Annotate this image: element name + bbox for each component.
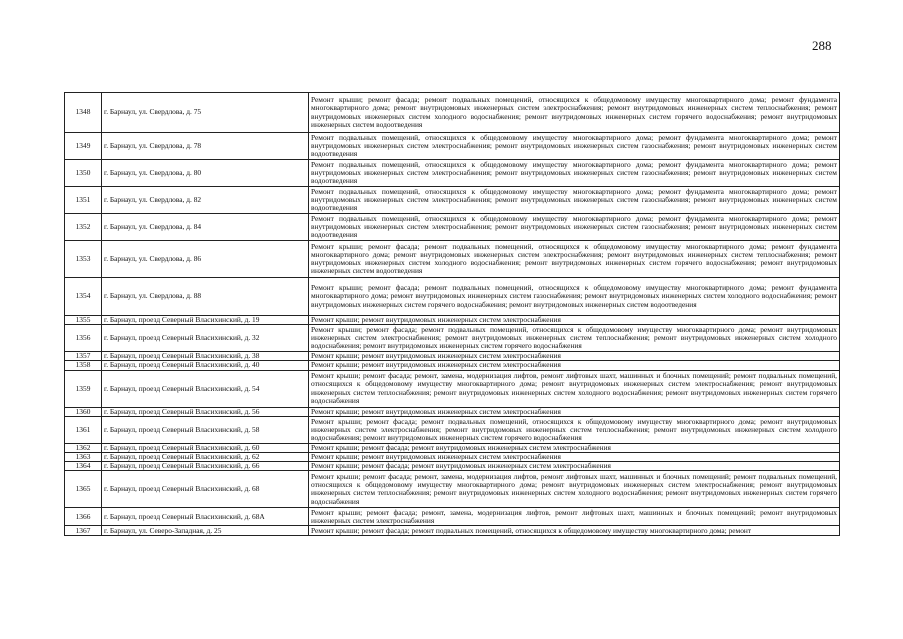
table-row [65,370,840,407]
address-cell: г. Барнаул, проезд Северный Власихинский, д. 40 [102,361,309,370]
table-row [65,361,840,370]
row-number-cell: 1362 [65,443,102,452]
table-row [65,526,840,536]
row-number-cell: 1351 [65,187,102,214]
row-number-cell: 1348 [65,93,102,133]
row-number-cell: 1349 [65,133,102,160]
table-row [65,93,840,133]
address-cell: г. Барнаул, проезд Северный Власихинский, д. 54 [102,370,309,407]
works-cell: Ремонт крыши; ремонт фасада; ремонт, замена, модернизация лифтов, ремонт лифтовых шахт, машинных и блочных помещений; ремонт подвальных помещений, относящихся к общедомовому имуществу многоквартирного дома; ремонт внутридомовых инженерных систем электроснабжения; ремонт внутридомовых инженерных систем теплоснабжения; ремонт внутридомовых инженерных систем холодного водоснабжения; ремонт внутридомовых инженерных систем горячего водоснабжения [309,471,840,508]
table-row [65,443,840,452]
address-cell: г. Барнаул, ул. Свердлова, д. 80 [102,160,309,187]
works-cell: Ремонт крыши; ремонт внутридомовых инженерных систем электроснабжения [309,453,840,462]
row-number-cell: 1353 [65,241,102,278]
works-cell: Ремонт крыши; ремонт фасада; ремонт, замена, модернизация лифтов, ремонт лифтовых шахт, машинных и блочных помещений; ремонт подвальных помещений, относящихся к общедомовому имуществу многоквартирного дома; ремонт внутридомовых инженерных систем электроснабжения; ремонт внутридомовых инженерных систем теплоснабжения; ремонт внутридомовых инженерных систем холодного водоснабжения; ремонт внутридомовых инженерных систем горячего водоснабжения [309,370,840,407]
table-row [65,133,840,160]
address-cell: г. Барнаул, ул. Северо-Западная, д. 25 [102,526,309,536]
row-number-cell: 1361 [65,416,102,443]
table-row [65,453,840,462]
address-cell: г. Барнаул, проезд Северный Власихинский, д. 62 [102,453,309,462]
row-number-cell: 1356 [65,325,102,352]
works-cell: Ремонт крыши; ремонт фасада; ремонт подвальных помещений, относящихся к общедомовому имуществу многоквартирного дома; ремонт фундамента многоквартирного дома; ремонт внутридомовых инженерных систем газоснабжения; ремонт внутридомовых инженерных систем холодного водоснабжения; ремонт внутридомовых инженерных систем горячего водоснабжения; ремонт внутридомовых инженерных систем водоотведения [309,278,840,316]
row-number-cell: 1366 [65,508,102,526]
table-row [65,352,840,361]
address-cell: г. Барнаул, ул. Свердлова, д. 84 [102,214,309,241]
row-number-cell: 1352 [65,214,102,241]
table-row [65,325,840,352]
address-cell: г. Барнаул, проезд Северный Власихинский, д. 38 [102,352,309,361]
address-cell: г. Барнаул, ул. Свердлова, д. 78 [102,133,309,160]
table-row [65,416,840,443]
address-cell: г. Барнаул, проезд Северный Власихинский, д. 66 [102,462,309,471]
table-row [65,471,840,508]
address-cell: г. Барнаул, проезд Северный Власихинский, д. 68 [102,471,309,508]
row-number-cell: 1365 [65,471,102,508]
works-cell: Ремонт крыши; ремонт фасада; ремонт подвальных помещений, относящихся к общедомовому имуществу многоквартирного дома; ремонт внутридомовых инженерных систем электроснабжения; ремонт внутридомовых инженерных систем теплоснабжения; ремонт внутридомовых инженерных систем холодного водоснабжения; ремонт внутридомовых инженерных систем горячего водоснабжения [309,416,840,443]
table-row [65,241,840,278]
row-number-cell: 1357 [65,352,102,361]
row-number-cell: 1354 [65,278,102,316]
works-cell: Ремонт крыши; ремонт фасада; ремонт, замена, модернизация лифтов, ремонт лифтовых шахт, машинных и блочных помещений; ремонт внутридомовых инженерных систем электроснабжения [309,508,840,526]
works-cell: Ремонт подвальных помещений, относящихся к общедомовому имуществу многоквартирного дома; ремонт фундамента многоквартирного дома; ремонт внутридомовых инженерных систем электроснабжения; ремонт внутридомовых инженерных систем газоснабжения; ремонт внутридомовых инженерных систем водоотведения [309,214,840,241]
works-cell: Ремонт крыши; ремонт внутридомовых инженерных систем электроснабжения [309,407,840,416]
works-cell: Ремонт крыши; ремонт внутридомовых инженерных систем электроснабжения [309,316,840,325]
address-cell: г. Барнаул, проезд Северный Власихинский, д. 58 [102,416,309,443]
table-row [65,508,840,526]
table-row [65,316,840,325]
works-cell: Ремонт крыши; ремонт внутридомовых инженерных систем электроснабжения [309,361,840,370]
row-number-cell: 1367 [65,526,102,536]
address-cell: г. Барнаул, проезд Северный Власихинский, д. 60 [102,443,309,452]
table-row [65,462,840,471]
table-row [65,278,840,316]
row-number-cell: 1359 [65,370,102,407]
address-cell: г. Барнаул, ул. Свердлова, д. 82 [102,187,309,214]
address-cell: г. Барнаул, проезд Северный Власихинский, д. 56 [102,407,309,416]
works-cell: Ремонт крыши; ремонт фасада; ремонт подвальных помещений, относящихся к общедомовому имуществу многоквартирного дома; ремонт фундамента многоквартирного дома; ремонт внутридомовых инженерных систем электроснабжения; ремонт внутридомовых инженерных систем теплоснабжения; ремонт внутридомовых инженерных систем холодного водоснабжения; ремонт внутридомовых инженерных систем горячего водоснабжения; ремонт внутридомовых инженерных систем водоотведения [309,93,840,133]
works-cell: Ремонт крыши; ремонт фасада; ремонт подвальных помещений, относящихся к общедомовому имуществу многоквартирного дома; ремонт [309,526,840,536]
table-row [65,160,840,187]
address-cell: г. Барнаул, проезд Северный Власихинский, д. 68А [102,508,309,526]
works-cell: Ремонт крыши; ремонт фасада; ремонт подвальных помещений, относящихся к общедомовому имуществу многоквартирного дома; ремонт фундамента многоквартирного дома; ремонт внутридомовых инженерных систем электроснабжения; ремонт внутридомовых инженерных систем теплоснабжения; ремонт внутридомовых инженерных систем холодного водоснабжения; ремонт внутридомовых инженерных систем горячего водоснабжения; ремонт внутридомовых инженерных систем водоотведения [309,241,840,278]
table-row [65,214,840,241]
table-row [65,407,840,416]
row-number-cell: 1355 [65,316,102,325]
address-cell: г. Барнаул, ул. Свердлова, д. 88 [102,278,309,316]
row-number-cell: 1363 [65,453,102,462]
address-cell: г. Барнаул, ул. Свердлова, д. 86 [102,241,309,278]
page-number: 288 [812,38,832,53]
address-cell: г. Барнаул, проезд Северный Власихинский, д. 19 [102,316,309,325]
works-cell: Ремонт подвальных помещений, относящихся к общедомовому имуществу многоквартирного дома; ремонт фундамента многоквартирного дома; ремонт внутридомовых инженерных систем электроснабжения; ремонт внутридомовых инженерных систем газоснабжения; ремонт внутридомовых инженерных систем водоотведения [309,187,840,214]
works-cell: Ремонт крыши; ремонт фасада; ремонт подвальных помещений, относящихся к общедомовому имуществу многоквартирного дома; ремонт внутридомовых инженерных систем электроснабжения; ремонт внутридомовых инженерных систем теплоснабжения; ремонт внутридомовых инженерных систем холодного водоснабжения; ремонт внутридомовых инженерных систем горячего водоснабжения [309,325,840,352]
table-body [65,93,840,536]
address-cell: г. Барнаул, проезд Северный Власихинский, д. 32 [102,325,309,352]
row-number-cell: 1364 [65,462,102,471]
address-cell: г. Барнаул, ул. Свердлова, д. 75 [102,93,309,133]
works-cell: Ремонт подвальных помещений, относящихся к общедомовому имуществу многоквартирного дома; ремонт фундамента многоквартирного дома; ремонт внутридомовых инженерных систем электроснабжения; ремонт внутридомовых инженерных систем газоснабжения; ремонт внутридомовых инженерных систем водоотведения [309,133,840,160]
works-cell: Ремонт крыши; ремонт фасада; ремонт внутридомовых инженерных систем электроснабжения [309,462,840,471]
works-cell: Ремонт крыши; ремонт внутридомовых инженерных систем электроснабжения [309,352,840,361]
row-number-cell: 1358 [65,361,102,370]
row-number-cell: 1350 [65,160,102,187]
row-number-cell: 1360 [65,407,102,416]
table-row [65,187,840,214]
repair-registry-table [64,92,840,536]
works-cell: Ремонт подвальных помещений, относящихся к общедомовому имуществу многоквартирного дома; ремонт фундамента многоквартирного дома; ремонт внутридомовых инженерных систем электроснабжения; ремонт внутридомовых инженерных систем газоснабжения; ремонт внутридомовых инженерных систем водоотведения [309,160,840,187]
works-cell: Ремонт крыши; ремонт фасада; ремонт внутридомовых инженерных систем электроснабжения [309,443,840,452]
